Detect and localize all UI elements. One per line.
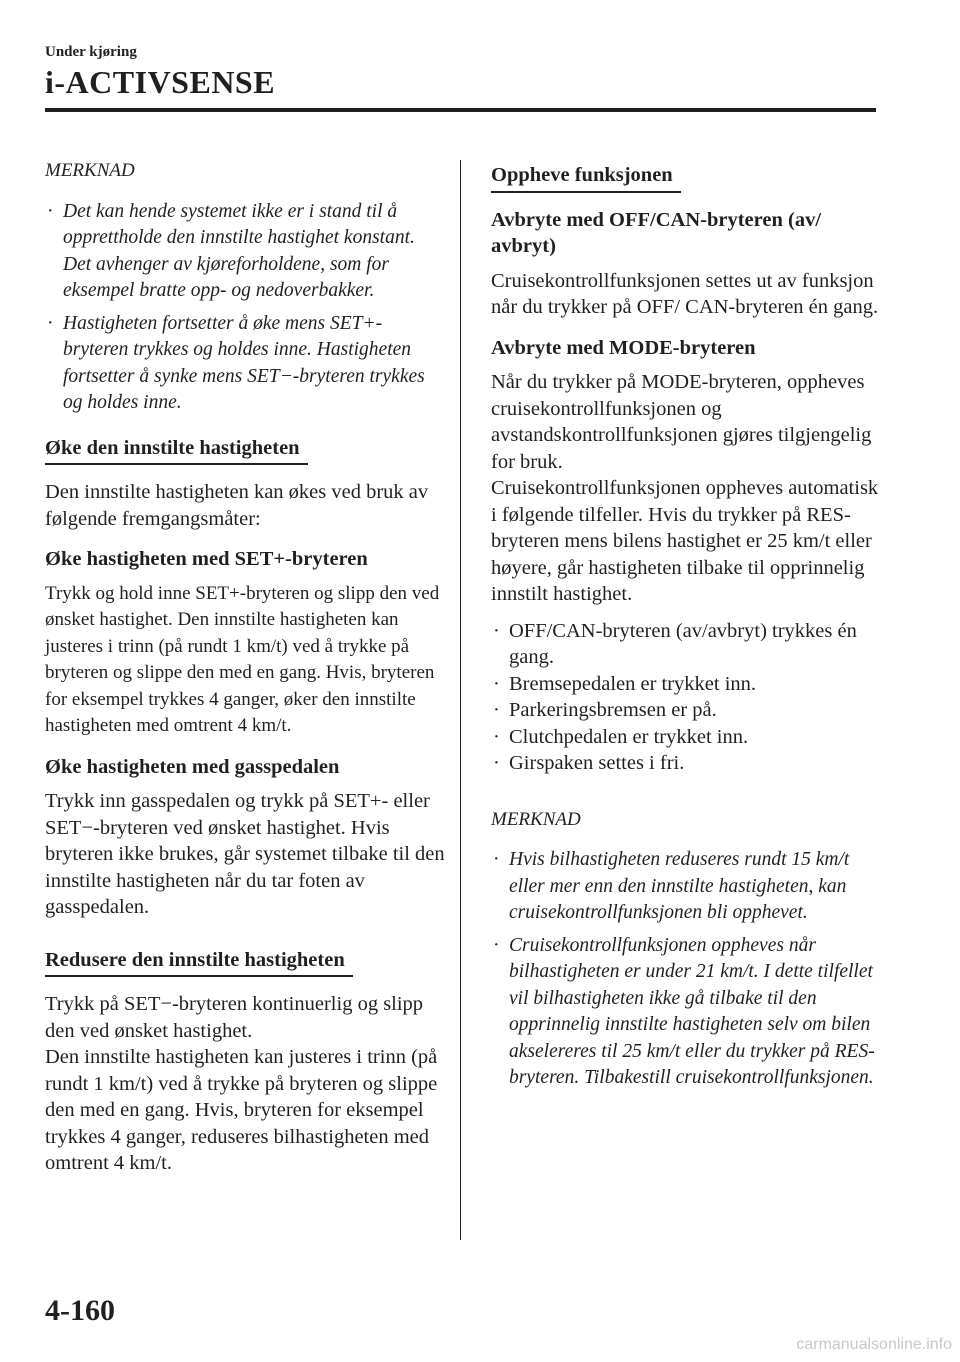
note-item-text: Cruisekontrollfunksjonen oppheves når bilhastigheten er under 21 km/t. I dette tilfellet vil bilhastigheten ikke gå tilbake til den opprinnelig innstilte hastigheten selv om bilen akselereres til 25 km/t eller du trykker på RES-bryteren. Tilbakestill cruisekontrollfunksjonen. bbox=[509, 934, 875, 1088]
list-item-text: Girspaken settes i fri. bbox=[509, 752, 685, 774]
list-item bbox=[491, 671, 881, 698]
bullet-icon: · bbox=[493, 752, 500, 774]
subheading-off-can: Avbryte med OFF/CAN-bryteren (av/ avbryt) bbox=[491, 208, 822, 257]
header-rule bbox=[45, 108, 876, 112]
paragraph: Cruisekontrollfunksjonen oppheves automatisk i følgende tilfeller. Hvis du trykker på RES-bryteren mens bilens hastighet er 25 km/t eller høyere, går hastigheten tilbake til opprinnelig innstilt hastighet. bbox=[491, 477, 879, 605]
section-title-reduce: Redusere den innstilte hastigheten bbox=[45, 947, 353, 978]
spacer bbox=[491, 777, 881, 807]
page-number: 4-160 bbox=[45, 1294, 115, 1327]
note-heading: MERKNAD bbox=[45, 160, 135, 181]
section-title-cancel: Oppheve funksjonen bbox=[491, 162, 681, 193]
note-item-text: Hastigheten fortsetter å øke mens SET+-bryteren trykkes og holdes inne. Hastigheten fortsetter å synke mens SET−-bryteren trykkes og holdes inne. bbox=[63, 312, 425, 413]
list-item bbox=[491, 618, 881, 671]
paragraph: Trykk og hold inne SET+-bryteren og slipp den ved ønsket hastighet. Den innstilte hastigheten kan justeres i trinn (på rundt 1 km/t) ved å trykke på bryteren og slippe den med en gang. Hvis, bryteren for eksempel trykkes 4 ganger, øker den innstilte hastigheten med omtrent 4 km/t. bbox=[45, 582, 440, 736]
bullet-icon: · bbox=[47, 312, 54, 334]
bullet-icon: · bbox=[493, 725, 500, 748]
note-item-text: Hvis bilhastigheten reduseres rundt 15 km/t eller mer enn den innstilte hastigheten, kan cruisekontrollfunksjonen bli opphevet. bbox=[509, 849, 850, 923]
note-item-text: Det kan hende systemet ikke er i stand til å opprettholde den innstilte hastighet konstant. Det avhenger av kjøreforholdene, som for eksempel bratte opp- og nedoverbakker. bbox=[63, 200, 415, 301]
spacer bbox=[491, 608, 881, 618]
note-item bbox=[45, 199, 445, 305]
list-item bbox=[491, 750, 881, 777]
subheading-set-plus: Øke hastigheten med SET+-bryteren bbox=[45, 548, 368, 570]
section-title-increase: Øke den innstilte hastigheten bbox=[45, 435, 308, 466]
list-item-text: OFF/CAN-bryteren (av/avbryt) trykkes én gang. bbox=[509, 619, 857, 668]
subheading-gas: Øke hastigheten med gasspedalen bbox=[45, 755, 340, 778]
paragraph: Cruisekontrollfunksjonen settes ut av funksjon når du trykker på OFF/ CAN-bryteren én gang. bbox=[491, 269, 879, 318]
note-item bbox=[491, 847, 881, 927]
note-item bbox=[45, 311, 445, 417]
bullet-icon: · bbox=[493, 619, 500, 642]
bullet-icon: · bbox=[493, 699, 500, 721]
note-item bbox=[491, 933, 881, 1092]
section-label: Under kjøring bbox=[45, 44, 137, 60]
list-item-text: Clutchpedalen er trykket inn. bbox=[509, 725, 749, 748]
paragraph: Trykk på SET−-bryteren kontinuerlig og slipp den ved ønsket hastighet. bbox=[45, 993, 424, 1042]
list-item-text: Bremsepedalen er trykket inn. bbox=[509, 672, 757, 695]
page-title: i-ACTIVSENSE bbox=[45, 64, 276, 100]
bullet-icon: · bbox=[493, 934, 500, 956]
watermark: carmanualsonline.info bbox=[796, 1336, 952, 1353]
bullet-icon: · bbox=[493, 672, 500, 695]
bullet-icon: · bbox=[47, 200, 54, 222]
list-item-text: Parkeringsbremsen er på. bbox=[509, 699, 717, 721]
column-divider bbox=[460, 160, 461, 1240]
paragraph: Den innstilte hastigheten kan justeres i trinn (på rundt 1 km/t) ved å trykke på bryteren og slippe den med en gang. Hvis, bryteren for eksempel trykkes 4 ganger, reduseres bilhastigheten med omtrent 4 km/t. bbox=[45, 1046, 438, 1174]
paragraph: Trykk inn gasspedalen og trykk på SET+- eller SET−-bryteren ved ønsket hastighet. Hvis bryteren ikke brukes, går systemet tilbake til den innstilte hastigheten når du tar foten av gasspedalen. bbox=[45, 790, 445, 918]
right-column bbox=[491, 158, 881, 1098]
paragraph: Den innstilte hastigheten kan økes ved bruk av følgende fremgangsmåter: bbox=[45, 481, 429, 530]
note-heading: MERKNAD bbox=[491, 808, 581, 830]
list-item bbox=[491, 697, 881, 724]
bullet-icon: · bbox=[493, 849, 500, 870]
paragraph: Når du trykker på MODE-bryteren, oppheves cruisekontrollfunksjonen og avstandskontrollfunksjonen gjøres tilgjengelig for bruk. bbox=[491, 371, 872, 473]
left-column bbox=[45, 158, 445, 1177]
subheading-mode: Avbryte med MODE-bryteren bbox=[491, 336, 756, 359]
list-item bbox=[491, 724, 881, 751]
